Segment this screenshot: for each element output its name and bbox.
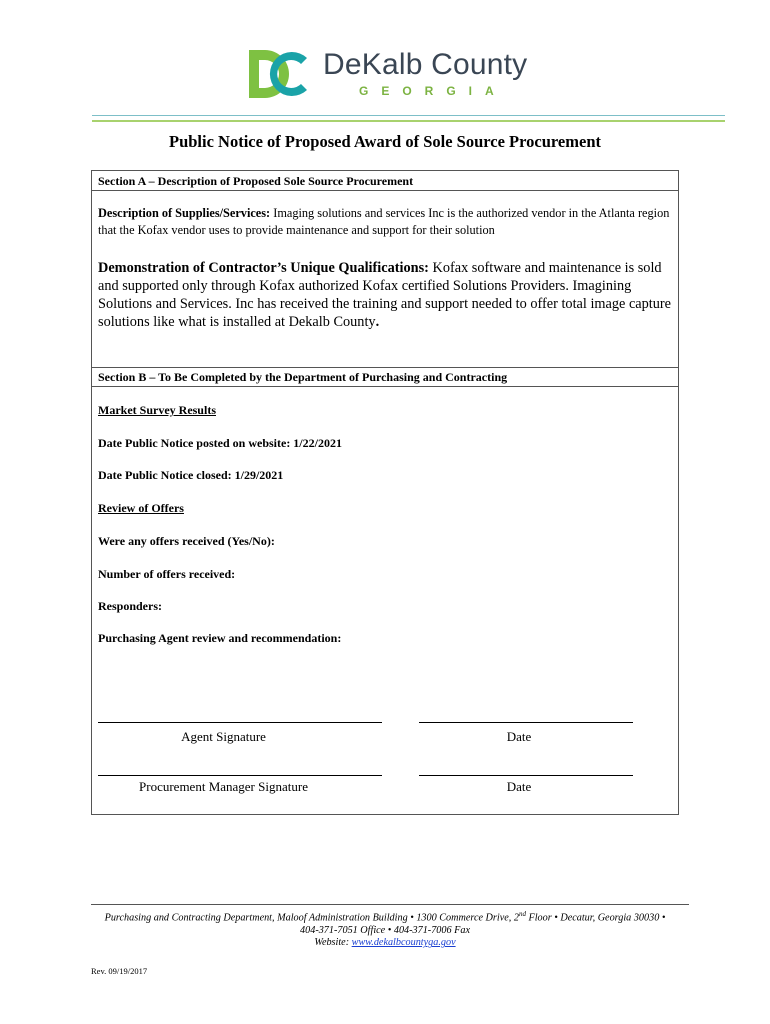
footer-address [80, 908, 690, 950]
footer-address-text: Purchasing and Contracting Department, Maloof Administration Building • 1300 Commerce Drive, 2 [104, 912, 519, 924]
website-label: Website: [314, 937, 352, 949]
supplies-label: Description of Supplies/Services: [98, 206, 271, 220]
section-a-heading: Section A – Description of Proposed Sole Source Procurement [98, 174, 414, 188]
section-b-divider [92, 386, 678, 387]
document-title: Public Notice of Proposed Award of Sole Source Procurement [168, 132, 601, 151]
supplies-description [98, 205, 678, 239]
agent-signature-label: Agent Signature [181, 729, 266, 744]
header-rule-green [92, 120, 725, 122]
date-label-2: Date [506, 779, 532, 794]
date-posted: Date Public Notice posted on website: 1/22/2021 [98, 436, 342, 450]
notice-form [91, 170, 679, 815]
qualifications-text: Kofax software and maintenance is sold and supported only through Kofax authorized Kofax certified Solutions Providers. Imagining Solutions and Services. Inc has received the training and support needed to offer total image capture solutions like what is installed at Dekalb County [98, 260, 672, 330]
revision-date: Rev. 09/19/2017 [91, 966, 148, 976]
date-closed: Date Public Notice closed: 1/29/2021 [98, 468, 284, 482]
review-offers-heading: Review of Offers [98, 501, 184, 515]
website-link[interactable]: www.dekalbcountyga.gov [351, 937, 456, 949]
section-b-top-divider [92, 367, 678, 368]
offers-received-field: Were any offers received (Yes/No): [98, 534, 275, 548]
number-offers-field: Number of offers received: [98, 567, 236, 581]
footer-line-1 [80, 908, 690, 925]
responders-field: Responders: [98, 599, 163, 613]
agent-review-field: Purchasing Agent review and recommendation: [98, 631, 342, 645]
dekalb-county-logo [247, 46, 537, 104]
manager-signature-line [98, 775, 382, 776]
section-a-divider [92, 190, 678, 191]
market-survey-heading: Market Survey Results [98, 403, 216, 417]
qualifications-description [98, 259, 678, 331]
footer-address-rest: Floor • Decatur, Georgia 30030 • [525, 912, 666, 924]
header-rule-teal [92, 115, 725, 116]
supplies-text: Imaging solutions and services Inc is the authorized vendor in the Atlanta region that the Kofax vendor uses to provide maintenance and support for their solution [98, 206, 670, 237]
org-state: GEORGIA [359, 84, 507, 98]
agent-signature-line [98, 722, 382, 723]
footer-line-3 [80, 937, 690, 950]
qualifications-label: Demonstration of Contractor’s Unique Qualifications: [98, 260, 429, 276]
org-name: DeKalb County [323, 48, 528, 81]
footer-line-2: 404-371-7051 Office • 404-371-7006 Fax [300, 924, 470, 936]
dc-monogram-icon [247, 46, 311, 102]
footer-floor-sup: nd [518, 910, 526, 918]
date-line-2 [419, 775, 633, 776]
section-b-heading: Section B – To Be Completed by the Department of Purchasing and Contracting [98, 370, 508, 384]
date-label-1: Date [506, 729, 532, 744]
qualifications-end: . [375, 314, 380, 330]
manager-signature-label: Procurement Manager Signature [139, 779, 308, 794]
footer-rule [91, 904, 689, 905]
date-line-1 [419, 722, 633, 723]
